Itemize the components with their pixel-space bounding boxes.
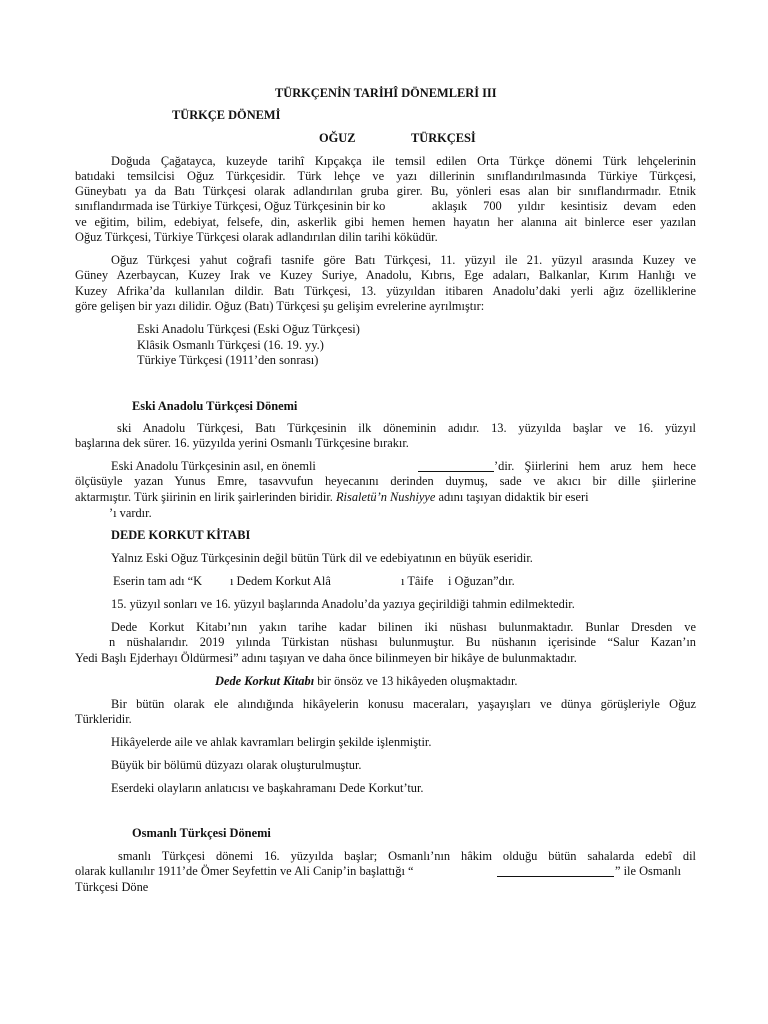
section-title-turkce-donemi: TÜRKÇE DÖNEMİ: [172, 108, 281, 122]
text-run: ı Tâife: [401, 574, 434, 588]
paragraph-line: Yalnız Eski Oğuz Türkçesinin değil bütün Türk dil ve edebiyatının en büyük eseridir.: [111, 551, 533, 565]
paragraph-line: olarak kullanılır 1911’de Ömer Seyfettin ve Ali Canip’in başlattığı “: [75, 864, 414, 878]
paragraph-line: Türkçesi Döne: [75, 880, 149, 894]
work-title: Dede Korkut Kitabı: [215, 674, 315, 688]
paragraph-line: 15. yüzyıl sonları ve 16. yüzyıl başlarında Anadolu’da yazıya geçirildiği tahmin edilmektedir.: [111, 597, 575, 611]
paragraph-line: Oğuz Türkçesi yahut coğrafi tasnife göre Batı Türkçesi, 11. yüzyıl ile 21. yüzyıl arasında Kuzey ve: [111, 253, 696, 267]
paragraph-line: batıdaki temsilcisi Oğuz Türkçesidir. Türk lehçe ve yazı dillerinin sınıflandırılmasında Türkiye Türkçesi,: [75, 169, 696, 183]
paragraph-line: Büyük bir bölümü düzyazı olarak oluşturulmuştur.: [111, 758, 362, 772]
subtitle-turkcesi: TÜRKÇESİ: [411, 131, 476, 145]
paragraph-line: ölçüsüyle yazan Yunus Emre, tasavvufun heyecanını derinden duymuş, sade ve akıcı bir dille şiirlerine: [75, 474, 696, 488]
paragraph-line: Oğuz Türkçesi, Türkiye Türkçesi olarak adlandırılan dilin tarihi köküdür.: [75, 230, 438, 244]
fill-in-blank: [418, 460, 494, 472]
paragraph-line: sınıflandırmada ise Türkiye Türkçesi, Oğuz Türkçesinin bir ko: [75, 199, 386, 213]
paragraph-line: Güneybatı ya da Batı Türkçesi olarak adlandırılan gruba girer. Bu, yönleri esas alan bir sınıflandırmadır. Etnik: [75, 184, 696, 198]
paragraph-line: ’dir. Şiirlerini hem aruz hem hece: [494, 459, 696, 473]
paragraph-line: ’ı vardır.: [109, 506, 152, 520]
list-item: Türkiye Türkçesi (1911’den sonrası): [137, 353, 319, 367]
paragraph-line: Türkleridir.: [75, 712, 132, 726]
paragraph-line: göre gelişen bir yazı dilidir. Oğuz (Batı) Türkçesi şu gelişim evrelerine ayrılmıştır:: [75, 299, 485, 313]
text-run: aktarmıştır. Türk şiirinin en lirik şairlerinden biridir.: [75, 490, 333, 504]
paragraph-line: Eserdeki olayların anlatıcısı ve başkahramanı Dede Korkut’tur.: [111, 781, 424, 795]
text-run: adını taşıyan didaktik bir eseri: [438, 490, 589, 504]
text-run: ı Dedem Korkut Alâ: [230, 574, 331, 588]
text-run: Eserin tam adı “K: [113, 574, 203, 588]
paragraph-line: Yedi Başlı Ejderhayı Öldürmesi” adını taşıyan ve daha önce bilinmeyen bir hikâye de bulunmaktadır.: [75, 651, 577, 665]
paragraph-line: [215, 674, 518, 689]
paragraph-line: [75, 490, 589, 505]
paragraph-line: başlarına dek sürer. 16. yüzyılda yerini Osmanlı Türkçesine bırakır.: [75, 436, 409, 450]
section-title-osmanli: Osmanlı Türkçesi Dönemi: [132, 826, 271, 840]
paragraph-line: smanlı Türkçesi dönemi 16. yüzyılda başlar; Osmanlı’nın hâkim olduğu bütün sahalarda edebî dil: [118, 849, 696, 863]
paragraph-line: Doğuda Çağatayca, kuzeyde tarihî Kıpçakça ile temsil edilen Orta Türkçe dönemi Türk lehçelerinin: [111, 154, 696, 168]
paragraph-line: Güney Azerbaycan, Kuzey Irak ve Kuzey Suriye, Anadolu, Kıbrıs, Ege adaları, Balkanlar, Kırım Hanlığı ve: [75, 268, 696, 282]
paragraph-line: Eski Anadolu Türkçesinin asıl, en önemli: [111, 459, 316, 473]
text-run: i Oğuzan”dır.: [448, 574, 515, 588]
paragraph-line: ve eğitim, bilim, edebiyat, felsefe, din, askerlik gibi hemen hemen hayatın her alanına ait binlerce eser yazılan: [75, 215, 696, 229]
list-item: Klâsik Osmanlı Türkçesi (16. 19. yy.): [137, 338, 324, 352]
paragraph-line: Bir bütün olarak ele alındığında hikâyelerin konusu maceraları, yaşayışları ve dünya görüşleriyle Oğuz: [111, 697, 696, 711]
work-title: Risaletü’n Nushiyye: [335, 490, 436, 504]
list-item: Eski Anadolu Türkçesi (Eski Oğuz Türkçesi): [137, 322, 360, 336]
paragraph-line: ” ile Osmanlı: [615, 864, 682, 878]
paragraph-line: ski Anadolu Türkçesi, Batı Türkçesinin ilk döneminin adıdır. 13. yüzyılda başlar ve 16. yüzyıl: [117, 421, 696, 435]
paragraph-line: Hikâyelerde aile ve ahlak kavramları belirgin şekilde işlenmiştir.: [111, 735, 432, 749]
section-title-eski-anadolu: Eski Anadolu Türkçesi Dönemi: [132, 399, 298, 413]
paragraph-line: Dede Korkut Kitabı’nın yakın tarihe kadar bilinen iki nüshası bulunmaktadır. Bunlar Dresden ve: [111, 620, 696, 634]
paragraph-line: Kuzey Afrika’da kullanılan dildir. Batı Türkçesi, 13. yüzyıldan itibaren Anadolu’daki yerli ağız özelliklerine: [75, 284, 696, 298]
text-run: bir önsöz ve 13 hikâyeden oluşmaktadır.: [317, 674, 518, 688]
paragraph-line: n nüshalarıdır. 2019 yılında Türkistan nüshası bulunmuştur. Bu nüshanın içerisinde “Salur Kazan’ın: [109, 635, 696, 649]
subtitle-oguz: OĞUZ: [319, 131, 356, 145]
fill-in-blank: [497, 865, 614, 877]
document-title: TÜRKÇENİN TARİHÎ DÖNEMLERİ III: [275, 86, 497, 100]
section-title-dede-korkut: DEDE KORKUT KİTABI: [111, 528, 251, 542]
paragraph-line: aklaşık 700 yıldır kesintisiz devam eden: [432, 199, 696, 213]
